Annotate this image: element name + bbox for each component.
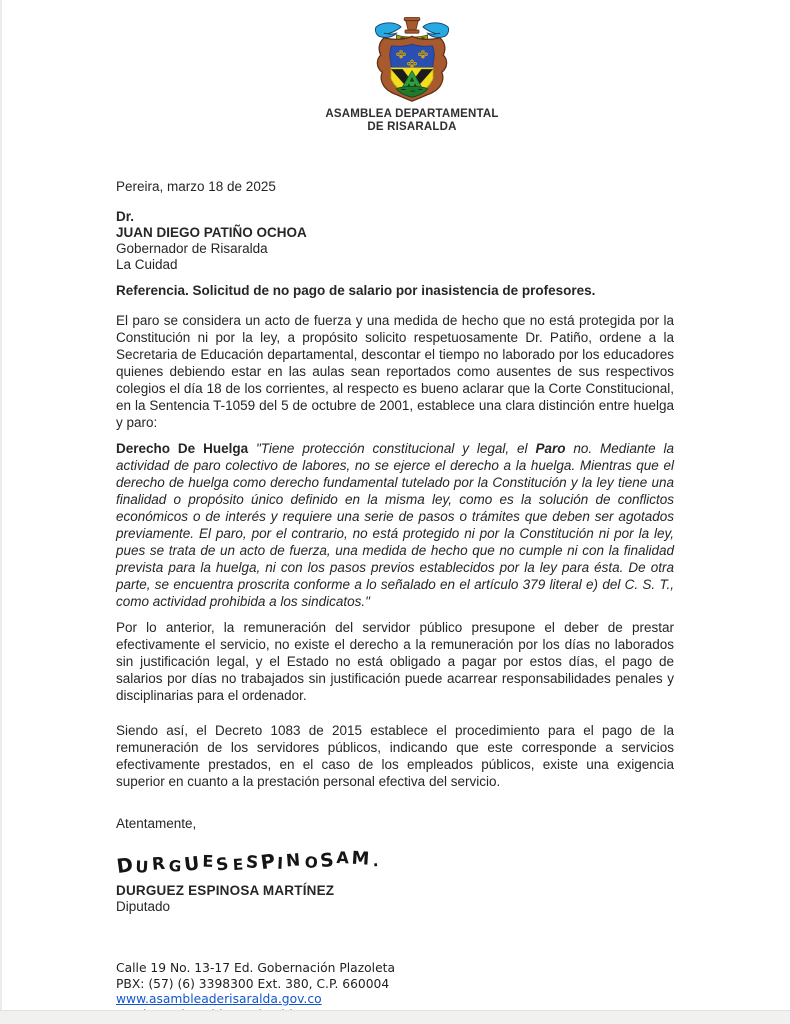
org-name [34,108,790,134]
paragraph-quote [116,440,674,610]
crest-urn [404,18,420,34]
handwritten-signature: DURGUESESPINOSAM. [115,847,383,879]
letterhead [0,0,790,134]
place-date-line: Pereira, marzo 18 de 2025 [116,179,276,194]
signer-name: DURGUEZ ESPINOSA MARTÍNEZ [116,883,335,898]
org-name-line2: DE RISARALDA [367,121,457,133]
quote-part1: "Tiene protección constitucional y legal, el [248,441,536,456]
paragraph-intro: El paro se considera un acto de fuerza y una medida de hecho que no está protegida por la Constitución ni por la ley, a propósito solicito respetuosamente Dr. Patiño, ordene a la Secretaria de Educación departamental, descontar el tiempo no laborado por los educadores quienes debiendo estar en las aulas sean reportados como ausentes de sus respectivos colegios el día 18 de los corrientes, al respecto es bueno aclarar que la Corte Constitucional, en la Sentencia T-1059 del 5 de octubre de 2001, establece una clara distinción entre huelga y paro: [116,313,674,430]
quote-part2: no. Mediante la actividad de paro colectivo de labores, no se ejerce el derecho a la huelga. Mientras que el derecho de huelga como derecho fundamental tutelado por la Constitución y la ley tiene una finalidad o propósito único definido en la misma ley, como es la solución de conflictos económicos o de interés y requiere una serie de pasos o trámites que deben ser agotados previamente. El paro, por el contrario, no está protegido ni por la Constitución ni por la ley, pues se trata de un acto de fuerza, una medida de hecho que no cumple ni con la finalidad prevista para la huelga, ni con los pasos previos establecidos por la ley para ésta. De otra parte, se encuentra proscrita conforme a lo señalado en el artículo 379 literal e) del C. S. T., como actividad prohibida a los sindicatos." [116,441,674,609]
risaralda-coat-of-arms-icon [364,16,460,102]
quote-bold-word: Paro [535,441,566,456]
recipient-name: JUAN DIEGO PATIÑO OCHOA [116,225,307,240]
recipient-role: Gobernador de Risaralda [116,241,268,256]
closing-line: Atentamente, [116,816,197,831]
org-name-line1: ASAMBLEA DEPARTAMENTAL [325,108,499,120]
paragraph-decreto: Siendo así, el Decreto 1083 de 2015 establece el procedimiento para el pago de la remuneración de los servidores públicos, indicando que este corresponde a servicios efectivamente prestados, en el caso de los empleados públicos, existe una exigencia superior en cuanto a la prestación personal efectiva del servicio. [116,723,674,789]
scan-edge-left [0,0,2,1024]
footer-phone: PBX: (57) (6) 3398300 Ext. 380, C.P. 660004 [116,976,390,991]
recipient-city: La Cuidad [116,257,178,272]
recipient-block [116,209,674,273]
signer-title: Diputado [116,899,171,914]
footer-website-link[interactable]: www.asambleaderisaralda.gov.co [116,992,322,1006]
paragraph-remuneration: Por lo anterior, la remuneración del servidor público presupone el deber de prestar efectivamente el servicio, no existe el derecho a la remuneración por los días no laborados sin justificación legal, y el Estado no está obligado a pagar por estos días, el pago de salarios por días no trabajados sin justificación puede acarrear responsabilidades penales y disciplinarias para el ordenador. [116,620,674,703]
recipient-salutation: Dr. [116,209,135,224]
reference-line: Referencia. Solicitud de no pago de salario por inasistencia de profesores. [116,283,596,298]
footer-address: Calle 19 No. 13-17 Ed. Gobernación Plazoleta [116,961,396,975]
scan-edge-bottom [0,1010,790,1024]
quote-lead: Derecho De Huelga [116,441,249,456]
letter-body [0,179,790,1023]
